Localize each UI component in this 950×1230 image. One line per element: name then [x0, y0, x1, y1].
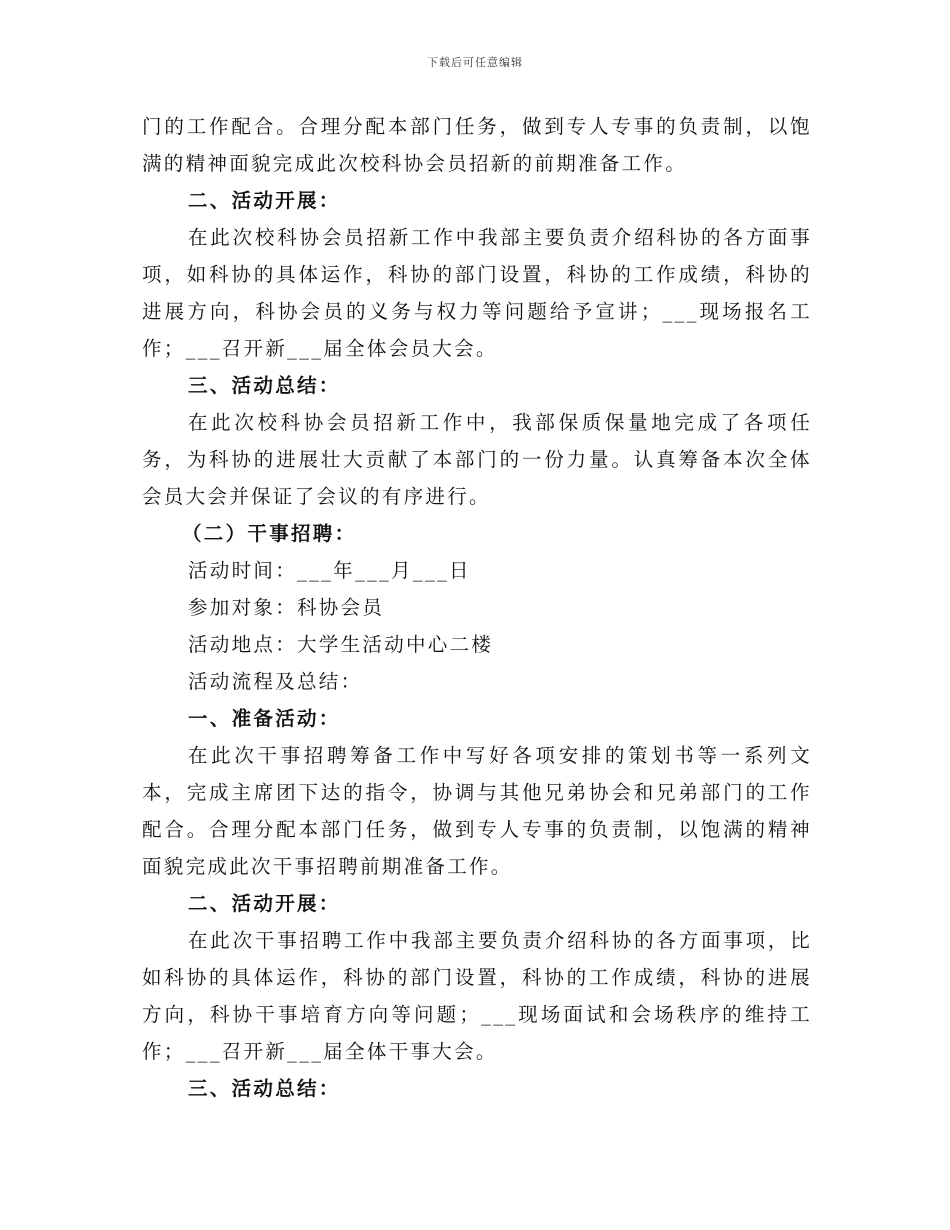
document-body [142, 108, 812, 1107]
subheading-staff-recruitment: （二）干事招聘： [182, 522, 357, 545]
participants: 参加对象：科协会员 [188, 596, 385, 619]
paragraph-continuation: 门的工作配合。合理分配本部门任务，做到专人专事的负责制，以饱满的精神面貌完成此次校科协会员招新的前期准备工作。 [142, 115, 812, 175]
heading-activity-summary-2: 三、活动总结： [188, 1077, 341, 1100]
paragraph-development-1: 在此次校科协会员招新工作中我部主要负责介绍科协的各方面事项，如科协的具体运作，科协的部门设置，科协的工作成绩，科协的进展方向，科协会员的义务与权力等问题给予宣讲；___现场报名工作；___召开新___届全体会员大会。 [142, 226, 812, 360]
paragraph-development-2: 在此次干事招聘工作中我部主要负责介绍科协的各方面事项，比如科协的具体运作，科协的部门设置，科协的工作成绩，科协的进展方向，科协干事培育方向等问题；___现场面试和会场秩序的维持工作；___召开新___届全体干事大会。 [142, 929, 812, 1063]
paragraph-preparation: 在此次干事招聘筹备工作中写好各项安排的策划书等一系列文本，完成主席团下达的指令，协调与其他兄弟协会和兄弟部门的工作配合。合理分配本部门任务，做到专人专事的负责制，以饱满的精神面貌完成此次干事招聘前期准备工作。 [142, 744, 812, 878]
activity-flow-label: 活动流程及总结： [188, 670, 363, 693]
paragraph-summary-1: 在此次校科协会员招新工作中，我部保质保量地完成了各项任务，为科协的进展壮大贡献了本部门的一份力量。认真筹备本次全体会员大会并保证了会议的有序进行。 [142, 411, 812, 508]
activity-location: 活动地点：大学生活动中心二楼 [188, 633, 494, 656]
heading-preparation: 一、准备活动： [188, 707, 341, 730]
heading-activity-development-2: 二、活动开展： [188, 892, 341, 915]
heading-activity-development-1: 二、活动开展： [188, 189, 341, 212]
activity-time: 活动时间：___年___月___日 [188, 559, 471, 582]
page-header: 下载后可任意编辑 [427, 56, 523, 69]
heading-activity-summary-1: 三、活动总结： [188, 374, 341, 397]
